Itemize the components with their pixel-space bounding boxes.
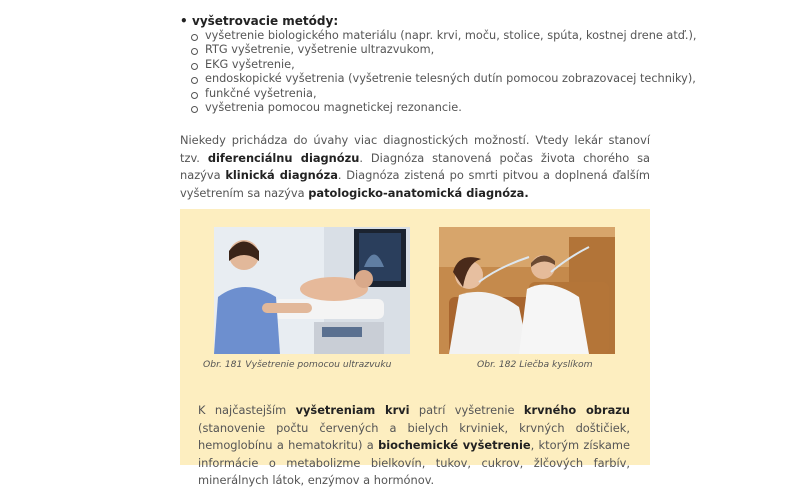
list-item: RTG vyšetrenie, vyšetrenie ultrazvukom, <box>191 43 697 57</box>
oxygen-therapy-image <box>439 227 615 354</box>
list-item: vyšetrenia pomocou magnetickej rezonancie. <box>191 101 697 115</box>
diagnosis-paragraph <box>180 132 650 202</box>
text-run: patrí vyšetrenie <box>409 403 524 417</box>
figure-caption: Obr. 181 Vyšetrenie pomocou ultrazvuku <box>203 359 392 370</box>
text-run: (stanovenie počtu červených a bielych krviniek, krvných doštičiek, hemoglobínu a hematokritu) a <box>198 420 630 452</box>
figure-caption: Obr. 182 Liečba kyslíkom <box>477 359 593 370</box>
term-biochemical-test: biochemické vyšetrenie <box>378 438 531 452</box>
text-run: Niekedy prichádza do úvahy viac diagnostických možností. Vtedy lekár stanoví tzv. <box>180 133 650 165</box>
list-item: EKG vyšetrenie, <box>191 58 697 72</box>
figure-ultrasound <box>214 227 410 354</box>
text-run: , ktorým získame informácie o metabolizme bielkovín, tukov, cukrov, žlčových farbív, minerálnych látok, enzýmov a hormónov. <box>198 438 630 487</box>
text-run: . Diagnóza stanovená počas života chorého sa nazýva <box>180 150 651 182</box>
term-clinical-diagnosis: klinická diagnóza <box>225 168 338 182</box>
methods-list <box>191 29 697 115</box>
bullet-dot: • <box>180 14 188 28</box>
ultrasound-image <box>214 227 410 354</box>
figure-oxygen-therapy <box>439 227 615 354</box>
list-item: vyšetrenie biologického materiálu (napr. krvi, moču, stolice, spúta, kostnej drene atď.), <box>191 29 697 43</box>
methods-heading: vyšetrovacie metódy: <box>192 14 339 28</box>
term-blood-tests: vyšetreniam krvi <box>295 403 410 417</box>
term-pathological-diagnosis: patologicko-anatomická diagnóza. <box>308 185 529 200</box>
term-differential-diagnosis: diferenciálnu diagnózu <box>207 150 360 165</box>
blood-tests-paragraph <box>198 402 630 490</box>
list-item: funkčné vyšetrenia, <box>191 87 697 101</box>
term-blood-count: krvného obrazu <box>523 403 630 417</box>
list-item: endoskopické vyšetrenia (vyšetrenie telesných dutín pomocou zobrazovacej techniky), <box>191 72 697 86</box>
text-run: K najčastejším <box>198 403 296 417</box>
text-run: . Diagnóza zistená po smrti pitvou a doplnená ďalším vyšetrením sa nazýva <box>180 168 650 200</box>
